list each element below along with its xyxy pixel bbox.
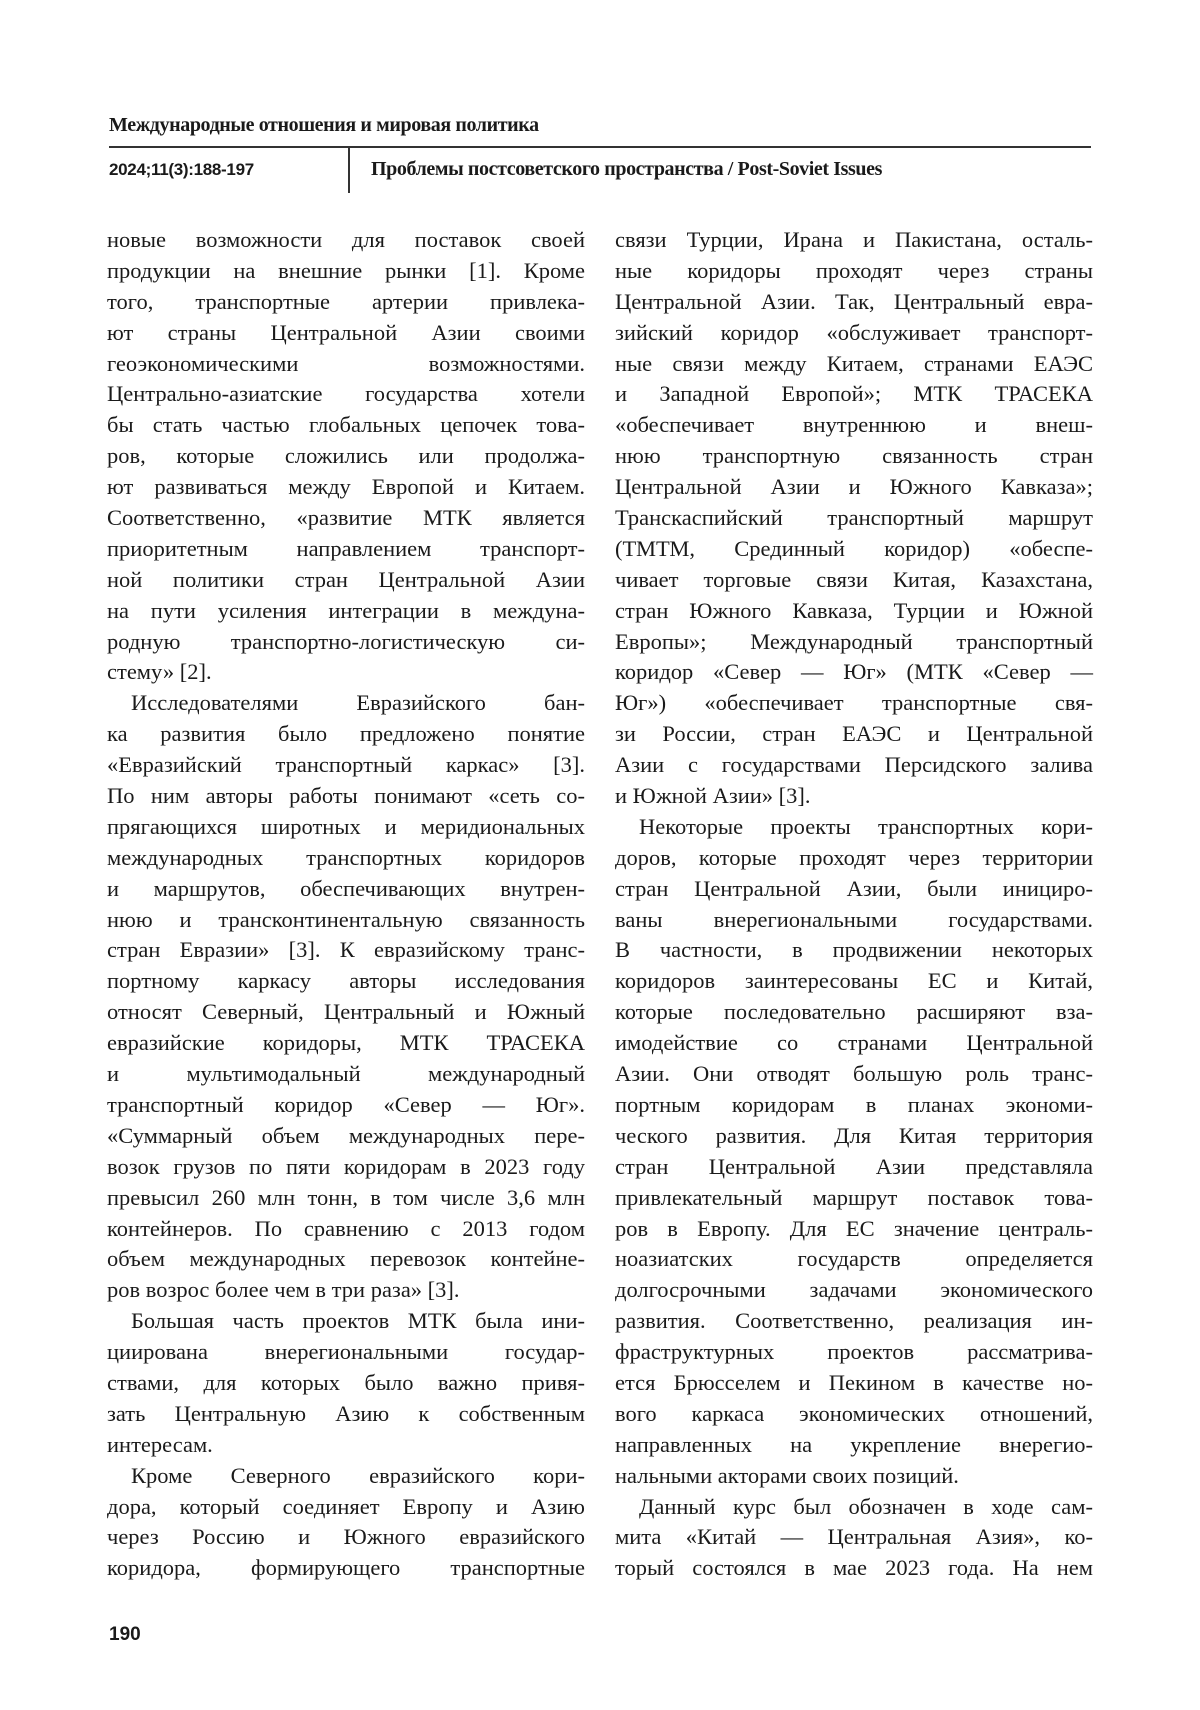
text-line: Исследователями Евразийского бан- [107, 688, 585, 719]
text-line: Европы»; Международный транспортный [615, 627, 1093, 658]
text-line: Кроме Северного евразийского кори- [107, 1461, 585, 1492]
text-line: (ТМТМ, Срединный коридор) «обеспе- [615, 534, 1093, 565]
text-line: геоэкономическими возможностями. [107, 349, 585, 380]
text-line: привлекательный маршрут поставок това- [615, 1183, 1093, 1214]
text-line: ные коридоры проходят через страны [615, 256, 1093, 287]
text-line: ваны внерегиональными государствами. [615, 905, 1093, 936]
text-line: родную транспортно-логистическую си- [107, 627, 585, 658]
text-line: объем международных перевозок контейне- [107, 1244, 585, 1275]
journal-title: Проблемы постсоветского пространства / Post-Soviet Issues [371, 158, 882, 181]
text-line: чивает торговые связи Китая, Казахстана, [615, 565, 1093, 596]
text-line: ров возрос более чем в три раза» [3]. [107, 1275, 585, 1306]
text-line: зать Центральную Азию к собственным [107, 1399, 585, 1430]
text-line: и Южной Азии» [3]. [615, 781, 1093, 812]
text-line: возок грузов по пяти коридорам в 2023 году [107, 1152, 585, 1183]
text-line: стран Евразии» [3]. К евразийскому транс- [107, 935, 585, 966]
text-line: того, транспортные артерии привлека- [107, 287, 585, 318]
text-line: которые последовательно расширяют вза- [615, 997, 1093, 1028]
text-line: «Евразийский транспортный каркас» [3]. [107, 750, 585, 781]
text-line: портному каркасу авторы исследования [107, 966, 585, 997]
text-line: Соответственно, «развитие МТК является [107, 503, 585, 534]
text-line: В частности, в продвижении некоторых [615, 935, 1093, 966]
text-line: и мультимодальный международный [107, 1059, 585, 1090]
text-line: долгосрочными задачами экономического [615, 1275, 1093, 1306]
text-line: имодействие со странами Центральной [615, 1028, 1093, 1059]
text-line: Центральной Азии и Южного Кавказа»; [615, 472, 1093, 503]
text-line: ка развития было предложено понятие [107, 719, 585, 750]
text-line: мита «Китай — Центральная Азия», ко- [615, 1522, 1093, 1553]
text-line: через Россию и Южного евразийского [107, 1522, 585, 1553]
text-line: контейнеров. По сравнению с 2013 годом [107, 1214, 585, 1245]
text-line: Транскаспийский транспортный маршрут [615, 503, 1093, 534]
text-line: прягающихся широтных и меридиональных [107, 812, 585, 843]
text-line: фраструктурных проектов рассматрива- [615, 1337, 1093, 1368]
text-line: торый состоялся в мае 2023 года. На нем [615, 1553, 1093, 1584]
text-line: ют развиваться между Европой и Китаем. [107, 472, 585, 503]
text-line: Данный курс был обозначен в ходе сам- [615, 1492, 1093, 1523]
text-line: стран Центральной Азии, были инициро- [615, 874, 1093, 905]
text-line: продукции на внешние рынки [1]. Кроме [107, 256, 585, 287]
text-line: развития. Соответственно, реализация ин- [615, 1306, 1093, 1337]
text-line: вого каркаса экономических отношений, [615, 1399, 1093, 1430]
text-line: дора, который соединяет Европу и Азию [107, 1492, 585, 1523]
text-line: нюю транспортную связанность стран [615, 441, 1093, 472]
header-rule [109, 146, 1091, 148]
text-line: нюю и трансконтинентальную связанность [107, 905, 585, 936]
section-title: Международные отношения и мировая политика [109, 114, 539, 137]
text-line: ноазиатских государств определяется [615, 1244, 1093, 1275]
text-line: Азии с государствами Персидского залива [615, 750, 1093, 781]
text-line: ров, которые сложились или продолжа- [107, 441, 585, 472]
text-line: зийский коридор «обслуживает транспорт- [615, 318, 1093, 349]
text-line: Некоторые проекты транспортных кори- [615, 812, 1093, 843]
text-line: ческого развития. Для Китая территория [615, 1121, 1093, 1152]
text-line: ные связи между Китаем, странами ЕАЭС [615, 349, 1093, 380]
issue-citation: 2024;11(3):188-197 [109, 160, 254, 180]
text-line: коридора, формирующего транспортные [107, 1553, 585, 1584]
text-line: направленных на укрепление внерегио- [615, 1430, 1093, 1461]
text-line: относят Северный, Центральный и Южный [107, 997, 585, 1028]
text-line: «обеспечивает внутреннюю и внеш- [615, 410, 1093, 441]
text-line: ется Брюсселем и Пекином в качестве но- [615, 1368, 1093, 1399]
text-line: Большая часть проектов МТК была ини- [107, 1306, 585, 1337]
text-line: Юг») «обеспечивает транспортные свя- [615, 688, 1093, 719]
text-line: новые возможности для поставок своей [107, 225, 585, 256]
text-line: коридор «Север — Юг» (МТК «Север — [615, 657, 1093, 688]
text-line: стран Южного Кавказа, Турции и Южной [615, 596, 1093, 627]
text-line: По ним авторы работы понимают «сеть со- [107, 781, 585, 812]
header-divider [348, 147, 350, 193]
text-line: стран Центральной Азии представляла [615, 1152, 1093, 1183]
text-line: и маршрутов, обеспечивающих внутрен- [107, 874, 585, 905]
text-line: коридоров заинтересованы ЕС и Китай, [615, 966, 1093, 997]
text-line: «Суммарный объем международных пере- [107, 1121, 585, 1152]
text-line: транспортный коридор «Север — Юг». [107, 1090, 585, 1121]
text-line: ствами, для которых было важно привя- [107, 1368, 585, 1399]
text-line: нальными акторами своих позиций. [615, 1461, 1093, 1492]
text-line: евразийские коридоры, МТК ТРАСЕКА [107, 1028, 585, 1059]
text-line: доров, которые проходят через территории [615, 843, 1093, 874]
text-line: международных транспортных коридоров [107, 843, 585, 874]
text-line: зи России, стран ЕАЭС и Центральной [615, 719, 1093, 750]
text-line: на пути усиления интеграции в междуна- [107, 596, 585, 627]
text-line: интересам. [107, 1430, 585, 1461]
text-line: Азии. Они отводят большую роль транс- [615, 1059, 1093, 1090]
text-column-right [615, 225, 1093, 1584]
text-column-left [107, 225, 585, 1584]
text-line: Центральной Азии. Так, Центральный евра- [615, 287, 1093, 318]
text-line: ной политики стран Центральной Азии [107, 565, 585, 596]
text-line: портным коридорам в планах экономи- [615, 1090, 1093, 1121]
text-line: циирована внерегиональными государ- [107, 1337, 585, 1368]
text-line: Центрально-азиатские государства хотели [107, 379, 585, 410]
text-line: превысил 260 млн тонн, в том числе 3,6 млн [107, 1183, 585, 1214]
text-line: связи Турции, Ирана и Пакистана, осталь- [615, 225, 1093, 256]
text-line: ют страны Центральной Азии своими [107, 318, 585, 349]
text-line: приоритетным направлением транспорт- [107, 534, 585, 565]
text-line: стему» [2]. [107, 657, 585, 688]
text-line: бы стать частью глобальных цепочек това- [107, 410, 585, 441]
text-line: ров в Европу. Для ЕС значение централь- [615, 1214, 1093, 1245]
page-number: 190 [109, 1624, 141, 1646]
text-line: и Западной Европой»; МТК ТРАСЕКА [615, 379, 1093, 410]
